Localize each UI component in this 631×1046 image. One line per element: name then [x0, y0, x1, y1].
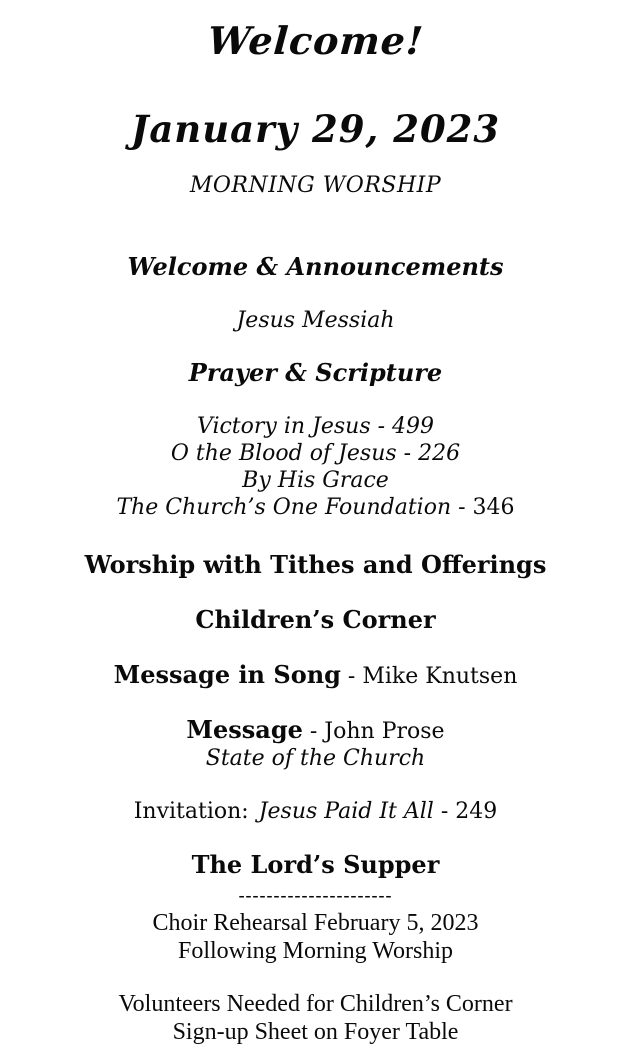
section-tithes-offerings: Worship with Tithes and Offerings [84, 550, 547, 579]
hymn-list [0, 414, 631, 522]
opening-song: Jesus Messiah [236, 308, 395, 333]
service-type: MORNING WORSHIP [189, 173, 442, 198]
section-childrens-corner: Children’s Corner [195, 605, 436, 634]
message-in-song-label: Message in Song [113, 660, 341, 689]
service-date: January 29, 2023 [130, 107, 501, 151]
welcome-heading: Welcome! [206, 18, 425, 63]
message-speaker: - John Prose [302, 719, 445, 744]
welcome-heading-row [0, 18, 631, 63]
volunteers-line1: Volunteers Needed for Children’s Corner [118, 991, 513, 1017]
hymn-title: O the Blood of Jesus - 226 [170, 441, 461, 466]
hymn-line [0, 441, 631, 468]
choir-rehearsal-line1: Choir Rehearsal February 5, 2023 [152, 910, 479, 936]
section-lords-supper: The Lord’s Supper [191, 850, 440, 879]
message-in-song-performer: - Mike Knutsen [340, 664, 518, 689]
invitation-song: Jesus Paid It All [258, 799, 434, 824]
hymn-title: Victory in Jesus - 499 [196, 414, 435, 439]
section-welcome-announcements: Welcome & Announcements [127, 252, 504, 281]
section-message [0, 715, 631, 744]
hymn-number: - 346 [451, 495, 515, 520]
section-prayer-scripture: Prayer & Scripture [188, 358, 443, 387]
hymn-line [0, 495, 631, 522]
hymn-title: The Church’s One Foundation [116, 495, 452, 520]
choir-rehearsal-line2: Following Morning Worship [178, 938, 453, 964]
section-invitation [0, 799, 631, 824]
hymn-title: By His Grace [242, 468, 389, 493]
hymn-line [0, 468, 631, 495]
invitation-label: Invitation: [133, 799, 249, 824]
sermon-title: State of the Church [205, 746, 426, 771]
volunteers-line2: Sign-up Sheet on Foyer Table [172, 1019, 459, 1045]
section-message-in-song [0, 660, 631, 689]
hymn-line [0, 414, 631, 441]
message-label: Message [186, 715, 303, 744]
dashed-divider: ---------------------- [238, 885, 393, 905]
invitation-number: - 249 [433, 799, 498, 824]
